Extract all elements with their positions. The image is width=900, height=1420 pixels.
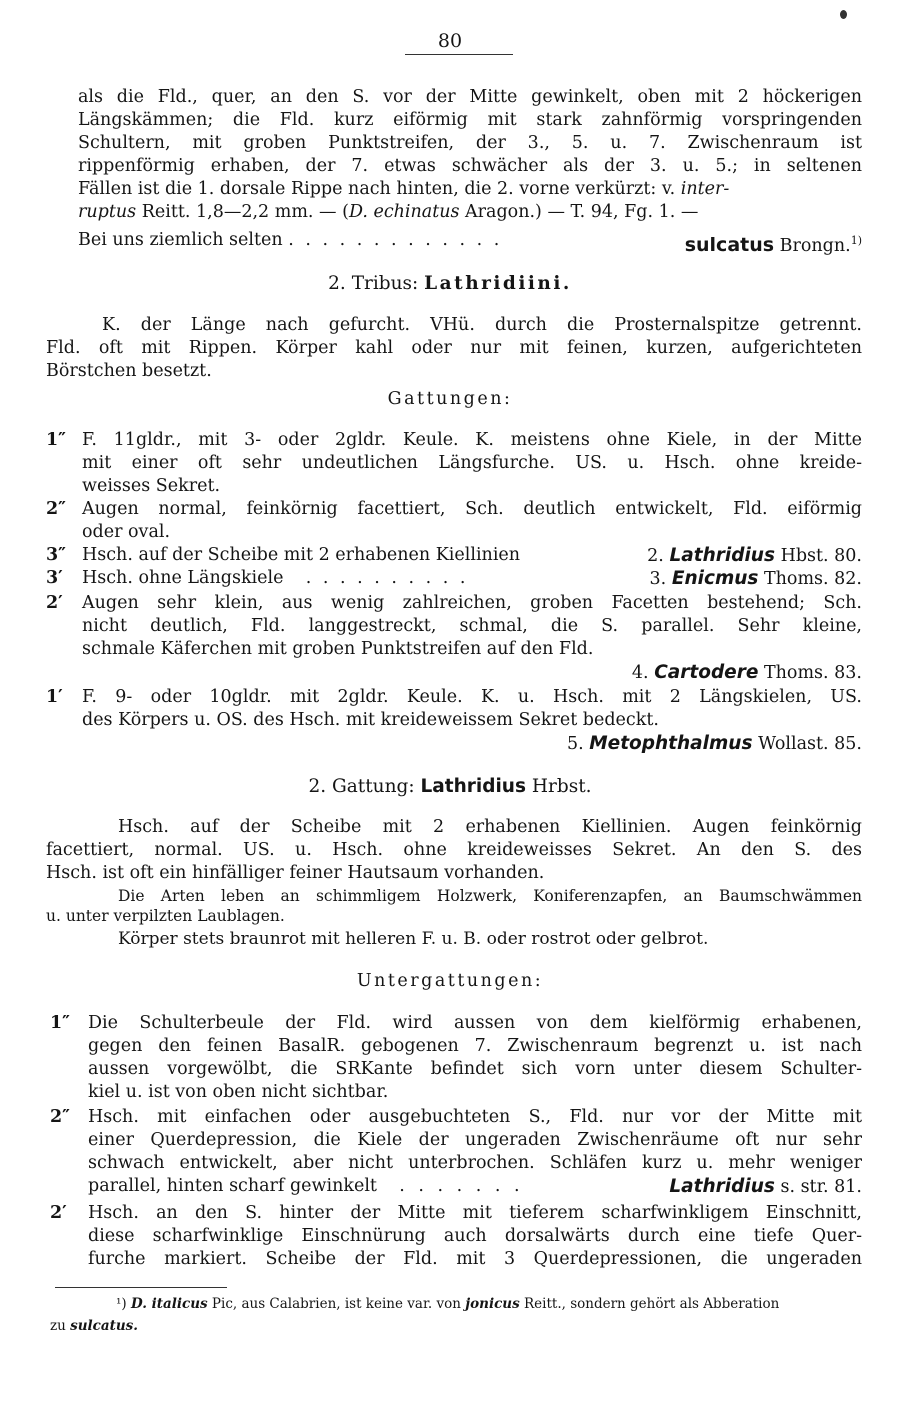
key-line: furche markiert. Scheibe der Fld. mit 3 Querdepressionen, die ungeraden	[88, 1249, 862, 1269]
body-line: ruptus Reitt. 1,8—2,2 mm. — (D. echinatus Aragon.) — T. 94, Fg. 1. —	[78, 202, 699, 222]
gattung-heading: 2. Gattung: Lathridius Hrbst.	[308, 776, 592, 797]
key-number: 2″	[50, 1107, 70, 1127]
key-line: oder oval.	[82, 522, 171, 542]
page-number-rule	[405, 54, 513, 55]
footnote-line: zu sulcatus.	[50, 1318, 138, 1334]
key-line: gegen den feinen BasalR. gebogenen 7. Zwischenraum begrenzt u. ist nach	[88, 1036, 862, 1056]
key-line: F. 11gldr., mit 3- oder 2gldr. Keule. K. meistens ohne Kiele, in der Mitte	[82, 430, 862, 450]
key-number: 1″	[50, 1013, 70, 1033]
key-line: des Körpers u. OS. des Hsch. mit kreideweissem Sekret bedeckt.	[82, 710, 659, 730]
gattung-desc-line: facettiert, normal. US. u. Hsch. ohne kreideweisses Sekret. An den S. des	[46, 840, 862, 860]
key-number: 2″	[46, 499, 66, 519]
key-number: 2′	[50, 1203, 67, 1223]
body-line: Fällen ist die 1. dorsale Rippe nach hinten, die 2. vorne verkürzt: v. inter-	[78, 179, 730, 199]
body-line: rippenförmig erhaben, der 7. etwas schwächer als der 3. u. 5.; in seltenen	[78, 156, 862, 176]
tribus-desc-line: Fld. oft mit Rippen. Körper kahl oder nur mit feinen, kurzen, aufgerichteten	[46, 338, 862, 358]
gattung-desc-line: Hsch. auf der Scheibe mit 2 erhabenen Kiellinien. Augen feinkörnig	[118, 817, 862, 837]
key-line-metophthalmus: 5. Metophthalmus Wollast. 85.	[566, 733, 862, 754]
key-number: 1′	[46, 687, 63, 707]
body-line: als die Fld., quer, an den S. vor der Mitte gewinkelt, oben mit 2 höckerigen	[78, 87, 862, 107]
footnote-line: ¹) D. italicus Pic, aus Calabrien, ist keine var. von jonicus Reitt., sondern gehört als Abberation	[116, 1296, 780, 1312]
key-line: Die Schulterbeule der Fld. wird aussen von dem kielförmig erhabenen,	[88, 1013, 862, 1033]
body-line: Schultern, mit groben Punktstreifen, der 3., 5. u. 7. Zwischenraum ist	[78, 133, 862, 153]
key-line: kiel u. ist von oben nicht sichtbar.	[88, 1082, 389, 1102]
body-line: Längskämmen; die Fld. kurz eiförmig mit stark zahnförmig vorspringenden	[78, 110, 862, 130]
untergattungen-heading: Untergattungen:	[356, 971, 544, 991]
key-line-cartodere: 4. Cartodere Thoms. 83.	[631, 662, 862, 683]
key-line-enicmus: Hsch. ohne Längskiele . . . . . . . . . . 3. Enicmus Thoms. 82.	[82, 568, 862, 589]
key-number: 2′	[46, 593, 63, 613]
species-entry-sulcatus: Bei uns ziemlich selten . . . . . . . . . . . . . sulcatus Brongn.$^{1)}$	[78, 230, 862, 256]
key-line: Hsch. an den S. hinter der Mitte mit tieferem scharfwinkligem Einschnitt,	[88, 1203, 862, 1223]
key-line: nicht deutlich, Fld. langgestreckt, schmal, die S. parallel. Sehr kleine,	[82, 616, 862, 636]
gattung-color-line: Körper stets braunrot mit helleren F. u. B. oder rostrot oder gelbrot.	[118, 929, 709, 949]
key-line: Hsch. mit einfachen oder ausgebuchteten S., Fld. nur vor der Mitte mit	[88, 1107, 862, 1127]
footnote-rule	[55, 1287, 227, 1288]
key-number: 3″	[46, 545, 66, 565]
key-line: diese scharfwinklige Einschnürung auch dorsalwärts durch eine tiefe Quer-	[88, 1226, 862, 1246]
key-line: weisses Sekret.	[82, 476, 221, 496]
key-line: aussen vorgewölbt, die SRKante befindet sich vorn unter diesem Schulter-	[88, 1059, 862, 1079]
key-line: F. 9- oder 10gldr. mit 2gldr. Keule. K. u. Hsch. mit 2 Längskielen, US.	[82, 687, 862, 707]
gattungen-heading: Gattungen:	[387, 389, 513, 409]
key-line: einer Querdepression, die Kiele der ungeraden Zwischenräume oft nur sehr	[88, 1130, 862, 1150]
gattung-note-line: u. unter verpilzten Laublagen.	[46, 907, 285, 925]
key-number: 1″	[46, 430, 66, 450]
key-line-lathridius-s-str: parallel, hinten scharf gewinkelt . . . . . . . Lathridius s. str. 81.	[88, 1176, 862, 1197]
key-line: Augen normal, feinkörnig facettiert, Sch. deutlich entwickelt, Fld. eiförmig	[82, 499, 862, 519]
key-line: mit einer oft sehr undeutlichen Längsfurche. US. u. Hsch. ohne kreide-	[82, 453, 862, 473]
key-line: schmale Käferchen mit groben Punktstreifen auf den Fld.	[82, 639, 594, 659]
ink-speck	[840, 10, 847, 19]
key-line: schwach entwickelt, aber nicht unterbrochen. Schläfen kurz u. mehr weniger	[88, 1153, 862, 1173]
tribus-desc-line: Börstchen besetzt.	[46, 361, 212, 381]
key-line-lathridius: Hsch. auf der Scheibe mit 2 erhabenen Kiellinien 2. Lathridius Hbst. 80.	[82, 545, 862, 566]
key-line: Augen sehr klein, aus wenig zahlreichen, groben Facetten bestehend; Sch.	[82, 593, 862, 613]
gattung-note-line: Die Arten leben an schimmligem Holzwerk, Koniferenzapfen, an Baumschwämmen	[118, 887, 862, 905]
tribus-heading: 2. Tribus: Lathridiini.	[328, 273, 572, 294]
page-number: 80	[437, 30, 463, 52]
tribus-desc-line: K. der Länge nach gefurcht. VHü. durch die Prosternalspitze getrennt.	[102, 315, 862, 335]
key-number: 3′	[46, 568, 63, 588]
gattung-desc-line: Hsch. ist oft ein hinfälliger feiner Hautsaum vorhanden.	[46, 863, 545, 883]
